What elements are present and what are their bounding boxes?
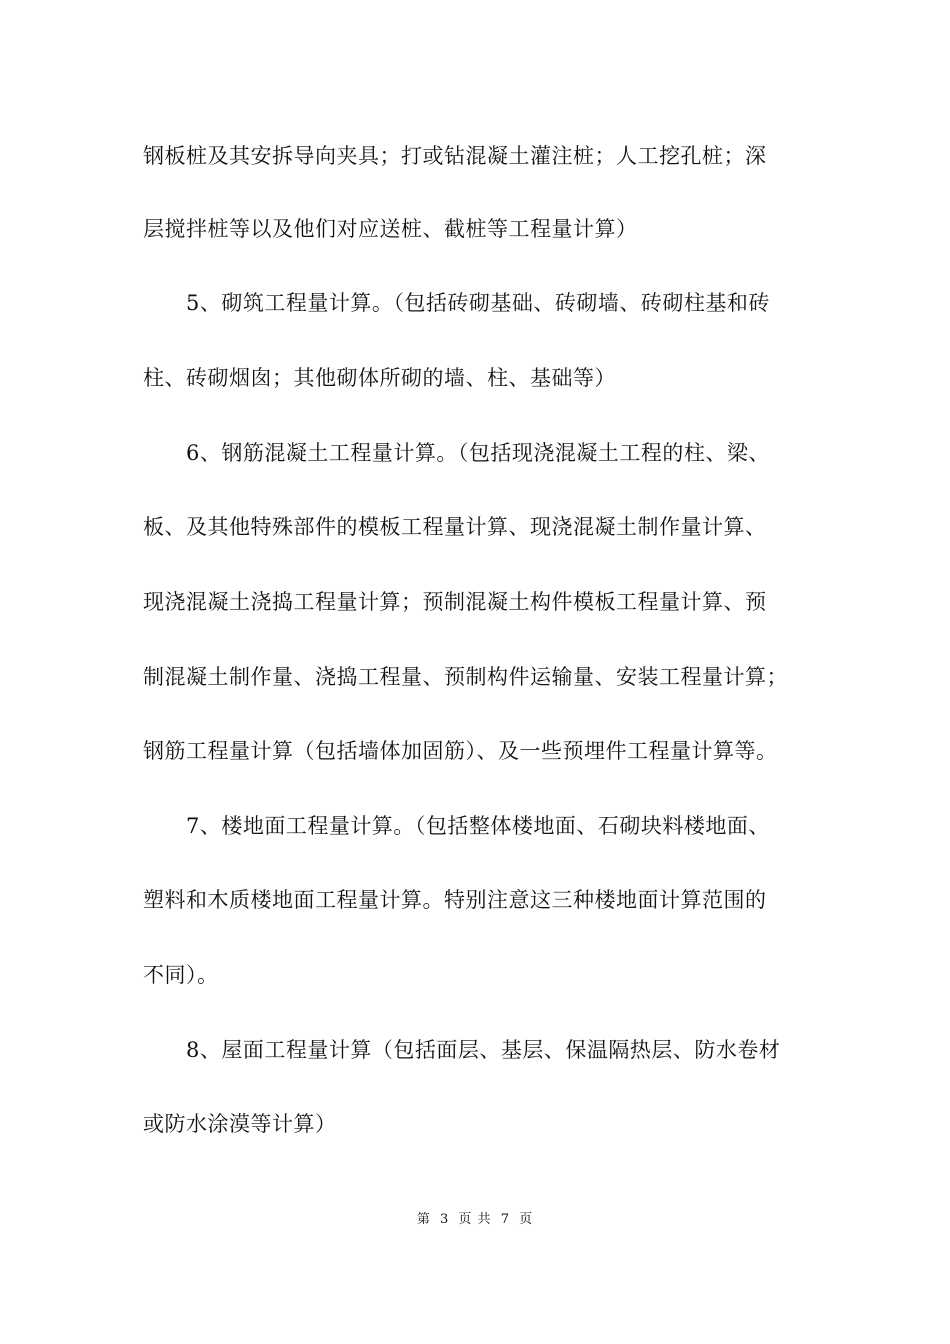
paragraph-7-line-1: 7、楼地面工程量计算。（包括整体楼地面、石砌块料楼地面、 <box>186 814 770 838</box>
paragraph-5-line-1: 5、砌筑工程量计算。（包括砖砌基础、砖砌墙、砖砌柱基和砖 <box>186 291 770 315</box>
paragraph-5-line-2: 柱、砖砌烟囱；其他砌体所砌的墙、柱、基础等） <box>143 366 616 390</box>
current-page-number: 3 <box>440 1212 450 1227</box>
paragraph-7-line-2: 塑料和木质楼地面工程量计算。特别注意这三种楼地面计算范围的 <box>143 888 767 912</box>
paragraph-6-line-2: 板、及其他特殊部件的模板工程量计算、现浇混凝土制作量计算、 <box>143 515 767 539</box>
paragraph-6-line-3: 现浇混凝土浇捣工程量计算；预制混凝土构件模板工程量计算、预 <box>143 590 767 614</box>
paragraph-6-line-1: 6、钢筋混凝土工程量计算。（包括现浇混凝土工程的柱、梁、 <box>186 441 770 465</box>
footer-middle: 页 共 <box>458 1212 492 1227</box>
page-footer <box>0 1212 950 1228</box>
text-line-1: 钢板桩及其安拆导向夹具；打或钻混凝土灌注桩；人工挖孔桩；深 <box>143 144 767 168</box>
paragraph-8-line-2: 或防水涂漠等计算） <box>143 1112 337 1136</box>
paragraph-8-line-1: 8、屋面工程量计算（包括面层、基层、保温隔热层、防水卷材 <box>186 1038 781 1062</box>
paragraph-7-line-3: 不同）。 <box>143 963 219 987</box>
paragraph-6-line-5: 钢筋工程量计算（包括墙体加固筋）、及一些预埋件工程量计算等。 <box>143 739 778 763</box>
paragraph-6-line-4: 制混凝土制作量、浇捣工程量、预制构件运输量、安装工程量计算； <box>143 665 788 689</box>
text-line-2: 层搅拌桩等以及他们对应送桩、截桩等工程量计算） <box>143 217 638 241</box>
footer-prefix: 第 <box>416 1212 431 1227</box>
total-pages-number: 7 <box>500 1212 510 1227</box>
footer-suffix: 页 <box>519 1212 534 1227</box>
